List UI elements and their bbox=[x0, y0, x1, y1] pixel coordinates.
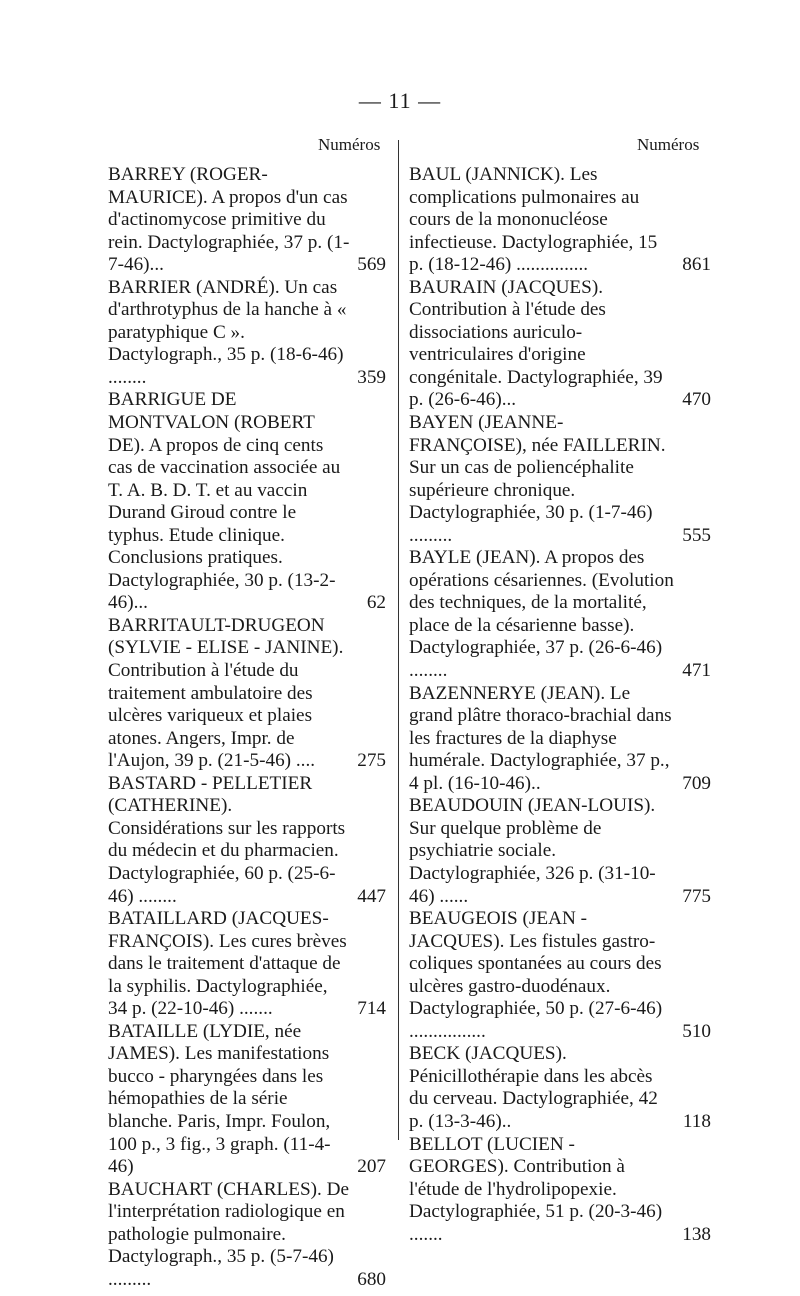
thesis-entry bbox=[409, 547, 711, 682]
entry-number: 447 bbox=[357, 885, 386, 907]
thesis-entry bbox=[409, 1134, 711, 1247]
entry-number: 470 bbox=[682, 389, 711, 411]
entry-number: 714 bbox=[357, 998, 386, 1020]
thesis-entry bbox=[108, 1179, 386, 1292]
thesis-entry bbox=[409, 908, 711, 1043]
thesis-entry bbox=[409, 683, 711, 796]
entry-number: 555 bbox=[682, 524, 711, 546]
entry-number: 510 bbox=[682, 1020, 711, 1042]
entry-text: BEAUDOUIN (JEAN-LOUIS). Sur quelque problème de psychiatrie sociale. Dactylographiée, 326 p. (31-10-46) ...... bbox=[409, 795, 656, 907]
entry-text: BAZENNERYE (JEAN). Le grand plâtre thoraco-brachial dans les fractures de la diaphyse humérale. Dactylographiée, 37 p., 4 pl. (16-10-46).. bbox=[409, 682, 672, 794]
entry-number: 775 bbox=[682, 885, 711, 907]
entry-number: 569 bbox=[357, 254, 386, 276]
thesis-entry bbox=[409, 412, 711, 547]
column-heading-left: Numéros bbox=[318, 135, 381, 154]
entry-text: BELLOT (LUCIEN - GEORGES). Contribution à l'étude de l'hydrolipopexie. Dactylographiée, 51 p. (20-3-46) ....... bbox=[409, 1133, 663, 1245]
thesis-entry bbox=[108, 773, 386, 908]
entry-text: BAUL (JANNICK). Les complications pulmonaires au cours de la mononucléose infectieuse. Dactylographiée, 15 p. (18-12-46) ............... bbox=[409, 164, 658, 276]
thesis-entry bbox=[108, 615, 386, 773]
entry-number: 471 bbox=[682, 660, 711, 682]
entry-text: BARRIER (ANDRÉ). Un cas d'arthrotyphus de la hanche à « paratyphique C ». Dactylograph., 35 p. (18-6-46) ........ bbox=[108, 276, 347, 388]
entry-text: BARRITAULT-DRUGEON (SYLVIE - ELISE - JANINE). Contribution à l'étude du traitement ambulatoire des ulcères variqueux et plaies atones. Angers, Impr. de l'Aujon, 39 p. (21-5-46) .... bbox=[108, 614, 344, 772]
entry-number: 680 bbox=[357, 1268, 386, 1290]
column-heading-right: Numéros bbox=[637, 135, 700, 154]
entry-number: 138 bbox=[682, 1223, 711, 1245]
thesis-entry bbox=[409, 795, 711, 908]
thesis-entry bbox=[409, 277, 711, 412]
entry-text: BATAILLARD (JACQUES-FRANÇOIS). Les cures brèves dans le traitement d'attaque de la syphilis. Dactylographiée, 34 p. (22-10-46) ....... bbox=[108, 908, 347, 1020]
page-number: — 11 — bbox=[358, 88, 442, 113]
thesis-entry bbox=[108, 277, 386, 390]
entry-number: 118 bbox=[682, 1110, 711, 1132]
entry-text: BASTARD - PELLETIER (CATHERINE). Considérations sur les rapports du médecin et du pharmacien. Dactylographiée, 60 p. (25-6-46) ........ bbox=[108, 772, 346, 907]
left-column bbox=[108, 164, 386, 1291]
entry-text: BAURAIN (JACQUES). Contribution à l'étude des dissociations auriculo-ventriculaires d'origine congénitale. Dactylographiée, 39 p. (26-6-46)... bbox=[409, 276, 663, 411]
column-divider bbox=[398, 140, 399, 1140]
entry-text: BEAUGEOIS (JEAN - JACQUES). Les fistules gastro-coliques spontanées au cours des ulcères gastro-duodénaux. Dactylographiée, 50 p. (27-6-46) ................ bbox=[409, 908, 663, 1042]
thesis-entry bbox=[409, 1043, 711, 1133]
thesis-entry bbox=[409, 164, 711, 277]
entry-number: 359 bbox=[357, 366, 386, 388]
entry-text: BAYEN (JEANNE-FRANÇOISE), née FAILLERIN. Sur un cas de poliencéphalite supérieure chronique. Dactylographiée, 30 p. (1-7-46) ......... bbox=[409, 412, 666, 546]
entry-number: 709 bbox=[682, 772, 711, 794]
entry-number: 275 bbox=[357, 750, 386, 772]
thesis-entry bbox=[108, 164, 386, 277]
entry-text: BATAILLE (LYDIE, née JAMES). Les manifestations bucco - pharyngées dans les hémopathies de la série blanche. Paris, Impr. Foulon, 100 p., 3 fig., 3 graph. (11-4-46) bbox=[108, 1020, 331, 1178]
entry-number: 62 bbox=[366, 592, 386, 614]
entry-text: BAUCHART (CHARLES). De l'interprétation radiologique en pathologie pulmonaire. Dactylograph., 35 p. (5-7-46) ......... bbox=[108, 1178, 350, 1290]
entry-text: BAYLE (JEAN). A propos des opérations césariennes. (Evolution des techniques, de la mortalité, place de la césarienne basse). Dactylographiée, 37 p. (26-6-46) ........ bbox=[409, 547, 674, 682]
entry-text: BARREY (ROGER-MAURICE). A propos d'un cas d'actinomycose primitive du rein. Dactylographiée, 37 p. (1-7-46)... bbox=[108, 164, 350, 276]
right-column bbox=[409, 164, 711, 1246]
thesis-entry bbox=[108, 1021, 386, 1179]
thesis-entry bbox=[108, 389, 386, 614]
entry-text: BECK (JACQUES). Pénicillothérapie dans les abcès du cerveau. Dactylographiée, 42 p. (13-3-46).. bbox=[409, 1043, 658, 1132]
entry-number: 207 bbox=[357, 1156, 386, 1178]
thesis-entry bbox=[108, 908, 386, 1021]
entry-text: BARRIGUE DE MONTVALON (ROBERT DE). A propos de cinq cents cas de vaccination associée au T. A. B. D. T. et au vaccin Durand Giroud contre le typhus. Etude clinique. Conclusions pratiques. Dactylographiée, 30 p. (13-2-46)... bbox=[108, 389, 341, 614]
entry-number: 861 bbox=[682, 254, 711, 276]
